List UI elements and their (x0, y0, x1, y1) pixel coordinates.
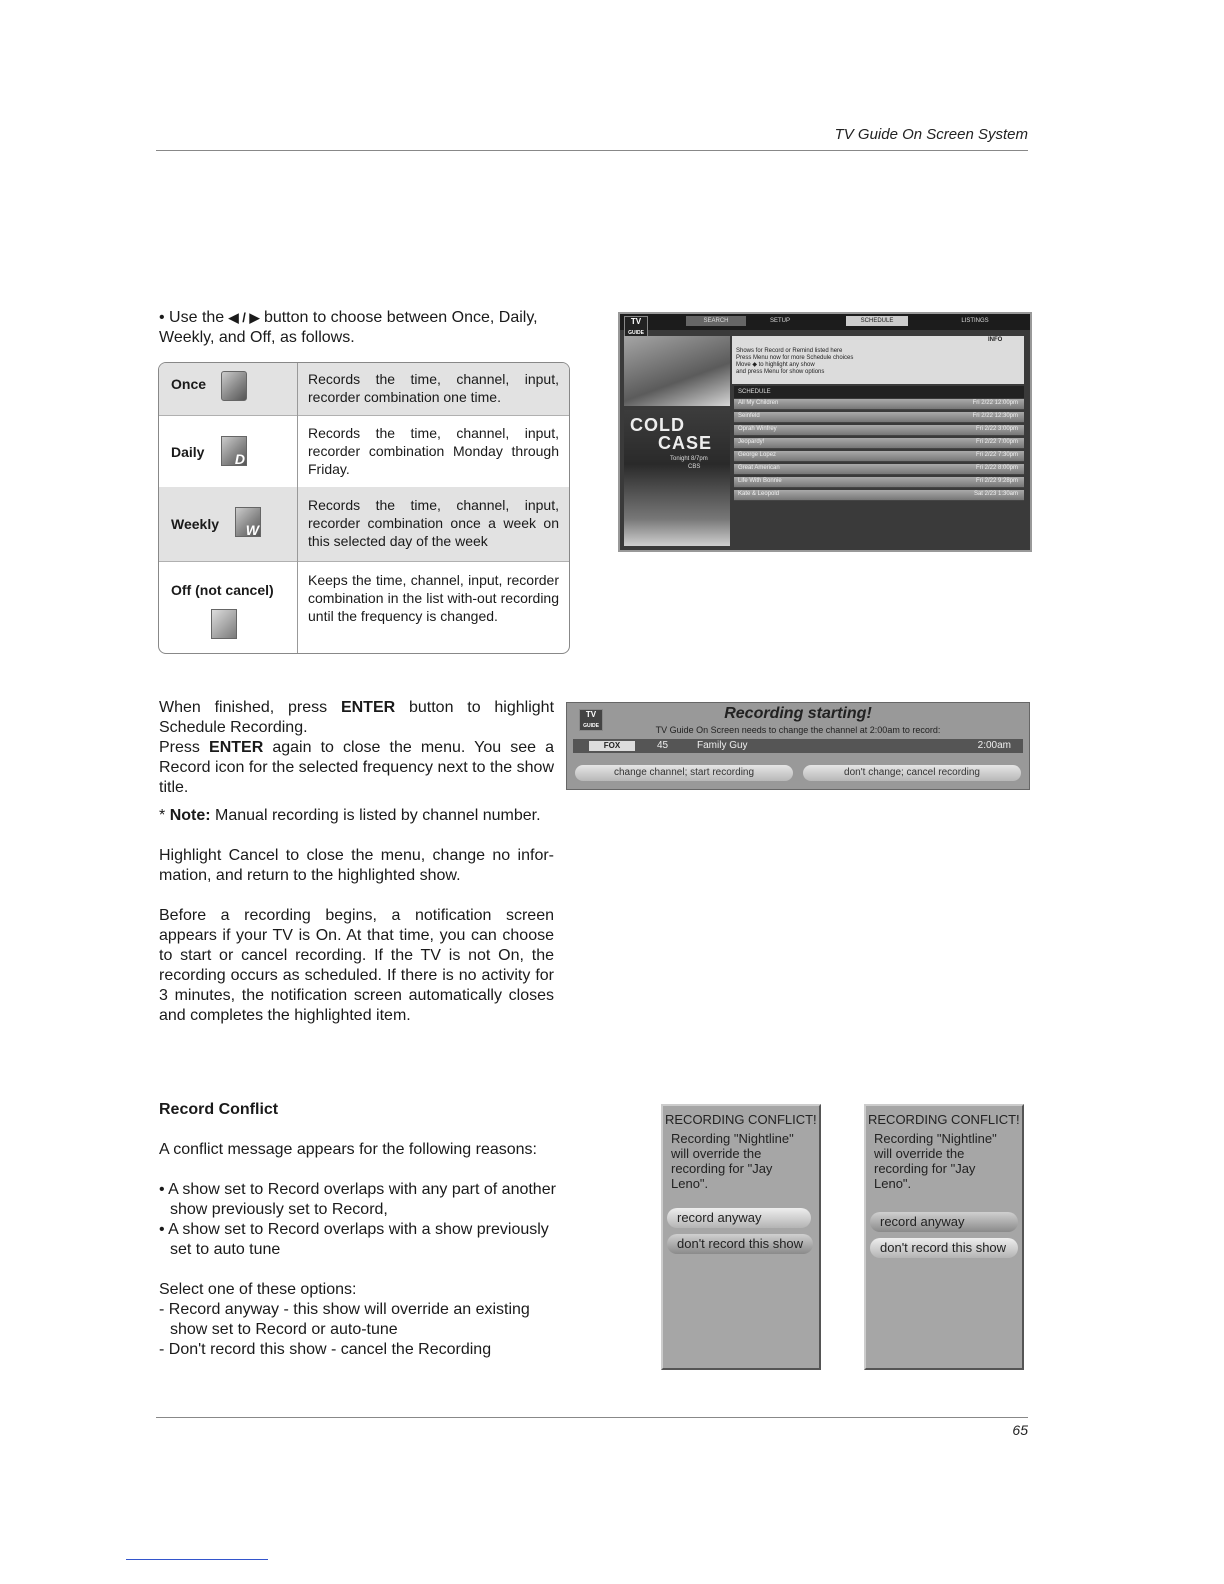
conflict-intro: A conflict message appears for the following reasons: (159, 1141, 537, 1158)
info-icon: INFO (988, 337, 1003, 343)
tv-guide-schedule-screen (618, 312, 1032, 552)
select-options-intro: Select one of these options: (159, 1281, 357, 1298)
conflict-reason-1: • A show set to Record overlaps with any part of another show previously set to Record, (159, 1181, 556, 1218)
footer-rule (156, 1417, 1028, 1418)
notification-paragraph: Before a recording begins, a notification screen appears if your TV is On. At that time, you can choose to start or cancel recording. If the TV is not On, the recording occurs as scheduled. If there is no activity for 3 minutes, the notification screen automatically closes and completes the highlighted item. (159, 907, 554, 1024)
freq-name: Weekly (171, 516, 219, 532)
freq-desc: Records the time, channel, input, recorder combination once a week on this selected day of the week (308, 497, 559, 549)
tab-search[interactable]: SEARCH (686, 316, 746, 326)
freq-row-off (159, 561, 569, 653)
record-anyway-button[interactable]: record anyway (667, 1208, 811, 1228)
conflict-panel-dont-record-selected (661, 1104, 821, 1370)
conflict-title: RECORDING CONFLICT! (665, 1112, 817, 1127)
freq-desc: Keeps the time, channel, input, recorder combination in the list with-out recording until the frequency is changed. (308, 572, 559, 624)
daily-record-icon: D (221, 436, 247, 466)
info-line: and press Menu for show options (736, 369, 825, 375)
freq-desc: Records the time, channel, input, recorder combination one time. (308, 371, 559, 405)
header-rule (156, 150, 1028, 151)
schedule-row[interactable]: Life With Bonnie Fri 2/22 9:28pm (734, 477, 1024, 488)
freq-row-weekly (159, 487, 569, 562)
info-line: Press Menu now for more Schedule choices (736, 355, 854, 361)
freq-label-cell (159, 415, 298, 487)
schedule-row[interactable]: Seinfeld Fri 2/22 12:30pm (734, 412, 1024, 423)
cold-case-promo (624, 410, 730, 546)
schedule-row[interactable]: George Lopez Fri 2/22 7:30pm (734, 451, 1024, 462)
conflict-title: RECORDING CONFLICT! (868, 1112, 1020, 1127)
dont-record-button[interactable]: don't record this show (667, 1234, 813, 1254)
recording-starting-subtitle: TV Guide On Screen needs to change the channel at 2:00am to record: (655, 725, 941, 735)
start-recording-button[interactable]: change channel; start recording (575, 765, 793, 781)
finish-paragraph: When finished, press ENTER button to highlight Schedule Recording. Press ENTER again to close the menu. You see a Record icon for the selected frequency next to the show title. (159, 699, 555, 796)
frequency-table (158, 362, 570, 654)
tv-guide-logo: TV GUIDE (579, 709, 603, 731)
freq-label-cell (159, 561, 298, 653)
schedule-row[interactable]: All My Children Fri 2/22 12:00pm (734, 399, 1024, 410)
tv-guide-logo: TV GUIDE (624, 316, 648, 338)
freq-desc: Records the time, channel, input, recorder combination Monday through Friday. (308, 425, 559, 477)
conflict-message: Recording "Nightline" will override the recording for "Jay Leno". (874, 1131, 997, 1191)
conflict-message: Recording "Nightline" will override the recording for "Jay Leno". (671, 1131, 794, 1191)
option-dont-record: - Don't record this show - cancel the Recording (159, 1341, 492, 1358)
show-time: 2:00am (977, 740, 1011, 751)
football-promo-image (624, 336, 730, 406)
footnote-rule (126, 1559, 268, 1560)
intro-bullet (159, 308, 571, 348)
freq-row-once (159, 363, 569, 416)
freq-name: Once (171, 376, 207, 392)
tab-listings[interactable]: LISTINGS (961, 318, 989, 324)
schedule-header: SCHEDULE (734, 386, 1024, 398)
schedule-row[interactable]: Great American Fri 2/22 8:00pm (734, 464, 1024, 475)
conflict-panel-record-anyway-selected (864, 1104, 1024, 1370)
promo-time: Tonight 8/7pm (670, 456, 708, 462)
info-line: Shows for Record or Remind listed here (736, 348, 843, 354)
tab-schedule[interactable]: SCHEDULE (846, 316, 908, 326)
tab-setup[interactable]: SETUP (769, 318, 790, 324)
page-number: 65 (1012, 1422, 1028, 1438)
freq-name: Off (not cancel) (171, 582, 274, 598)
option-record-anyway: - Record anyway - this show will override an existing show set to Record or auto-tune (159, 1301, 530, 1338)
cancel-paragraph: Highlight Cancel to close the menu, change no infor-mation, and return to the highlighted show. (159, 847, 554, 884)
conflict-reason-2: • A show set to Record overlaps with a show previously set to auto tune (159, 1221, 549, 1258)
cancel-recording-button[interactable]: don't change; cancel recording (803, 765, 1021, 781)
weekly-record-icon: W (235, 507, 261, 537)
schedule-row[interactable]: Kate & Leopold Sat 2/23 1:30am (734, 490, 1024, 501)
info-line: Move ◆ to highlight any show (736, 362, 815, 368)
schedule-row[interactable]: Jeopardy! Fri 2/22 7:00pm (734, 438, 1024, 449)
arrow-buttons-glyph: ◀ / ▶ (228, 310, 260, 325)
record-conflict-heading: Record Conflict (159, 1101, 279, 1118)
cbs-eye-icon: CBS (688, 464, 701, 470)
intro-lead: • Use the (159, 309, 225, 326)
recording-starting-title: Recording starting! (724, 705, 872, 722)
promo-title: COLD CASE (630, 415, 713, 453)
recording-starting-screen (566, 702, 1030, 790)
channel-number: 45 (657, 740, 669, 751)
once-record-icon (221, 371, 247, 401)
intro-rest: button to choose between Once, Daily, Weekly, and Off, as follows. (159, 309, 538, 346)
guide-info-box (732, 336, 1024, 384)
guide-menu-bar (620, 314, 1030, 336)
fox-channel-logo: FOX (589, 741, 635, 751)
schedule-row[interactable]: Oprah Winfrey Fri 2/22 3:00pm (734, 425, 1024, 436)
dont-record-button[interactable]: don't record this show (870, 1238, 1018, 1258)
freq-name: Daily (171, 444, 205, 460)
running-header: TV Guide On Screen System (834, 126, 1028, 143)
manual-recording-note: * Note: Manual recording is listed by channel number. (159, 807, 541, 824)
freq-label-cell (159, 487, 298, 561)
off-record-icon (211, 609, 237, 639)
recording-show-row (573, 739, 1023, 753)
show-title: Family Guy (697, 740, 748, 751)
freq-row-daily (159, 415, 569, 488)
record-anyway-button[interactable]: record anyway (870, 1212, 1018, 1232)
freq-label-cell (159, 363, 298, 415)
